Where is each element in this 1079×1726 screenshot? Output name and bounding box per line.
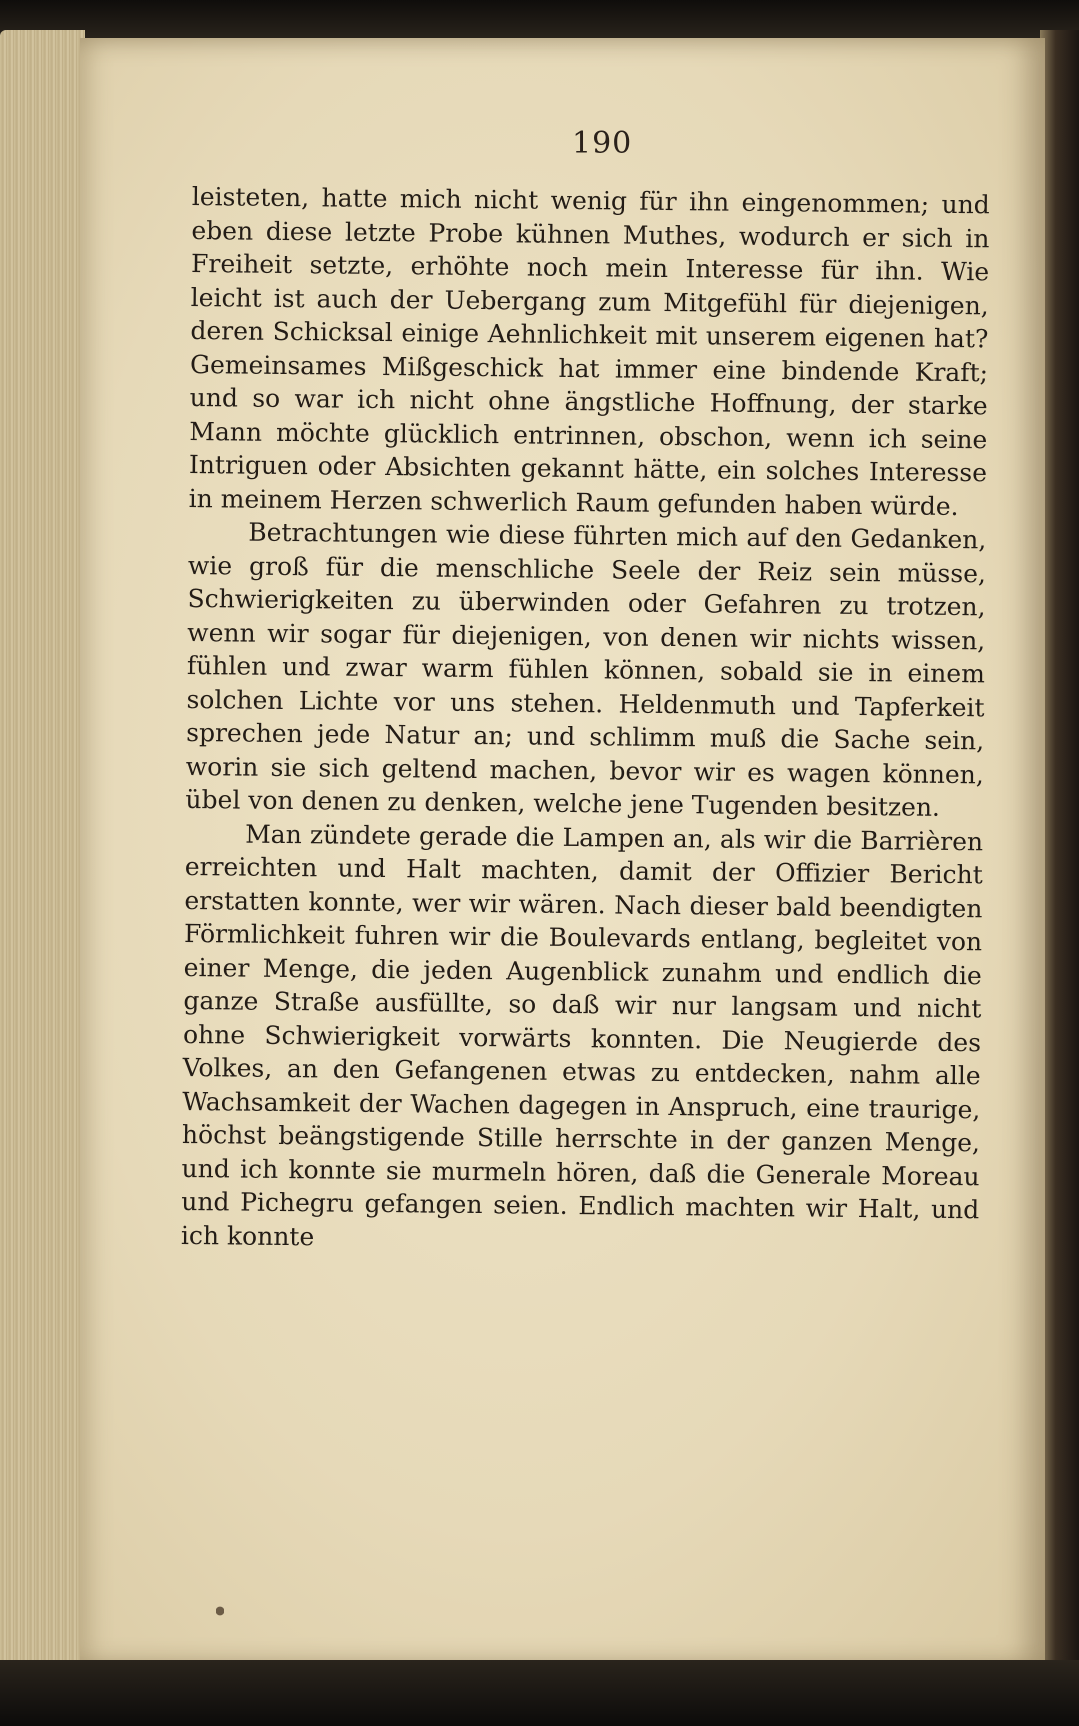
paragraph-1: leisteten, hatte mich nicht wenig für ihn eingenommen; und eben diese letzte Probe kühnen Muthes, wodurch er sich in Freiheit setzte, erhöhte noch mein Interesse für ihn. Wie leicht ist auch der Uebergang zum Mitgefühl für diejenigen, deren Schicksal einige Aehnlichkeit mit unserem eigenen hat? Gemeinsames Mißgeschick hat immer eine bindende Kraft; und so war ich nicht ohne ängstliche Hoffnung, der starke Mann möchte glücklich entrinnen, obschon, wenn ich seine Intriguen oder Absichten gekannt hätte, ein solches Interesse in meinem Herzen schwerlich Raum gefunden haben würde. [188, 181, 990, 521]
page-number: 190 [572, 126, 633, 161]
top-book-edge [0, 0, 1079, 40]
page-text [181, 180, 990, 1260]
left-page-stack [0, 30, 85, 1670]
right-binding-edge [1040, 30, 1079, 1670]
paragraph-2: Betrachtungen wie diese führten mich auf den Gedanken, wie groß für die menschliche Seele der Reiz sein müsse, Schwierigkeiten zu überwinden oder Gefahren zu trotzen, wenn wir sogar für diejenigen, von denen wir nichts wissen, fühlen und zwar warm fühlen können, sobald sie in einem solchen Lichte vor uns stehen. Heldenmuth und Tapferkeit sprechen jede Natur an; und schlimm muß die Sache sein, worin sie sich geltend machen, bevor wir es wagen können, übel von denen zu denken, welche jene Tugenden besitzen. [185, 517, 987, 822]
bottom-book-edge [0, 1660, 1079, 1726]
ink-speck [216, 1600, 224, 1622]
paragraph-3: Man zündete gerade die Lampen an, als wir die Barrièren erreichten und Halt machten, damit der Offizier Bericht erstatten konnte, wer wir wären. Nach dieser bald beendigten Förmlichkeit fuhren wir die Boulevards entlang, begleitet von einer Menge, die jeden Augenblick zunahm und endlich die ganze Straße ausfüllte, so daß wir nur langsam und nicht ohne Schwierigkeit vorwärts konnten. Die Neugierde des Volkes, an den Gefangenen etwas zu entdecken, nahm alle Wachsamkeit der Wachen dagegen in Anspruch, eine traurige, höchst beängstigende Stille herrschte in der ganzen Menge, und ich konnte sie murmeln hören, daß die Generale Moreau und Pichegru gefangen seien. Endlich machten wir Halt, und ich konnte [180, 819, 984, 1251]
